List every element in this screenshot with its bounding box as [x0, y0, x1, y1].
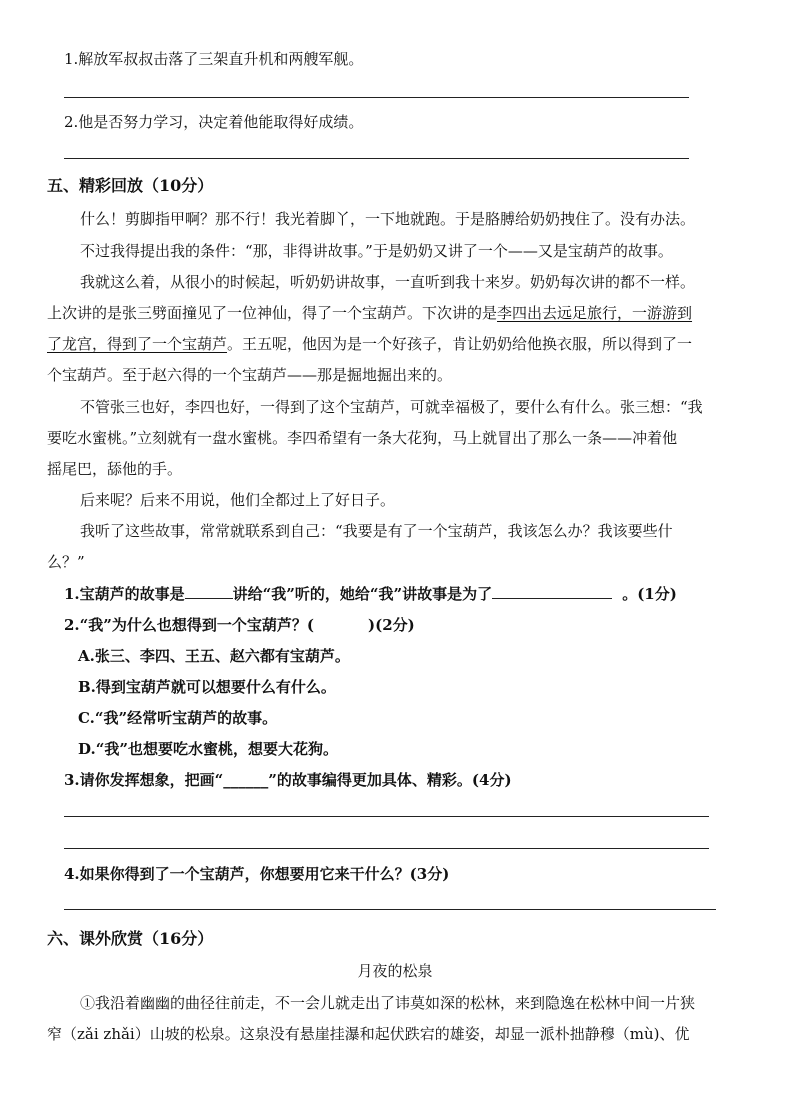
- answer-line: [64, 848, 709, 849]
- question-5-3: 3.请你发挥想象，把画“______”的故事编得更加具体、精彩。(4分): [64, 771, 512, 789]
- paragraph-line: 么？”: [47, 553, 85, 571]
- section-6-heading: 六、课外欣赏（16分）: [47, 929, 214, 948]
- paragraph: 我听了这些故事，常常就联系到自己：“我要是有了一个宝葫芦，我该怎么办？我该要些什: [80, 522, 673, 540]
- option-c: C.“我”经常听宝葫芦的故事。: [78, 709, 278, 727]
- paragraph: 后来呢？后来不用说，他们全都过上了好日子。: [80, 491, 396, 509]
- option-d: D.“我”也想要吃水蜜桃，想要大花狗。: [78, 740, 338, 758]
- paragraph: 我就这么着，从很小的时候起，听奶奶讲故事，一直听到我十来岁。奶奶每次讲的都不一样。: [80, 273, 696, 291]
- answer-line: [64, 816, 709, 817]
- question-5-2: 2.“我”为什么也想得到一个宝葫芦？( )(2分): [64, 616, 415, 634]
- paragraph: 不过我得提出我的条件：“那，非得讲故事。”于是奶奶又讲了一个——又是宝葫芦的故事。: [80, 242, 673, 260]
- section-5-heading: 五、精彩回放（10分）: [47, 176, 214, 195]
- underlined-story: 了龙宫，得到了一个宝葫芦: [47, 335, 228, 353]
- paragraph-line: 个宝葫芦。至于赵六得的一个宝葫芦——那是掘地掘出来的。: [47, 366, 453, 384]
- fill-blank[interactable]: [185, 584, 233, 599]
- text: 上次讲的是张三劈面撞见了一位神仙，得了一个宝葫芦。下次讲的是: [47, 304, 498, 322]
- answer-line: [64, 158, 689, 159]
- paragraph-line: 要吃水蜜桃。”立刻就有一盘水蜜桃。李四希望有一条大花狗，马上就冒出了那么一条——冲着他: [47, 429, 678, 447]
- underlined-story: 李四出去远足旅行，一游游到: [497, 304, 693, 322]
- answer-line: [64, 97, 689, 98]
- question-2: 2.他是否努力学习，决定着他能取得好成绩。: [64, 113, 364, 131]
- text: 。王五呢，他因为是一个好孩子，肯让奶奶给他换衣服，所以得到了一: [227, 335, 693, 353]
- question-1: 1.解放军叔叔击落了三架直升机和两艘军舰。: [64, 50, 364, 68]
- fill-blank[interactable]: [492, 584, 612, 599]
- question-5-4: 4.如果你得到了一个宝葫芦，你想要用它来干什么？(3分): [64, 865, 450, 883]
- paragraph: ①我沿着幽幽的曲径往前走，不一会儿就走出了讳莫如深的松林，来到隐逸在松林中间一片狭: [80, 994, 696, 1012]
- paragraph-line: [47, 303, 692, 323]
- paragraph-line: [47, 334, 692, 354]
- paragraph-line: 摇尾巴，舔他的手。: [47, 460, 183, 478]
- option-a: A.张三、李四、王五、赵六都有宝葫芦。: [78, 647, 350, 665]
- answer-line: [64, 909, 716, 910]
- paragraph: 什么！剪脚指甲啊？那不行！我光着脚丫，一下地就跑。于是胳膊给奶奶拽住了。没有办法。: [80, 210, 696, 228]
- paragraph: 不管张三也好，李四也好，一得到了这个宝葫芦，可就幸福极了，要什么有什么。张三想：“我: [80, 398, 703, 416]
- passage-title: 月夜的松泉: [357, 962, 433, 980]
- question-5-1: 1.宝葫芦的故事是 讲给“我”听的，她给“我”讲故事是为了 。(1分): [64, 585, 677, 603]
- paragraph-line: 窄（zǎi zhǎi）山坡的松泉。这泉没有悬崖挂瀑和起伏跌宕的雄姿，却显一派朴拙静穆（mù)、优: [47, 1025, 690, 1043]
- option-b: B.得到宝葫芦就可以想要什么有什么。: [78, 678, 336, 696]
